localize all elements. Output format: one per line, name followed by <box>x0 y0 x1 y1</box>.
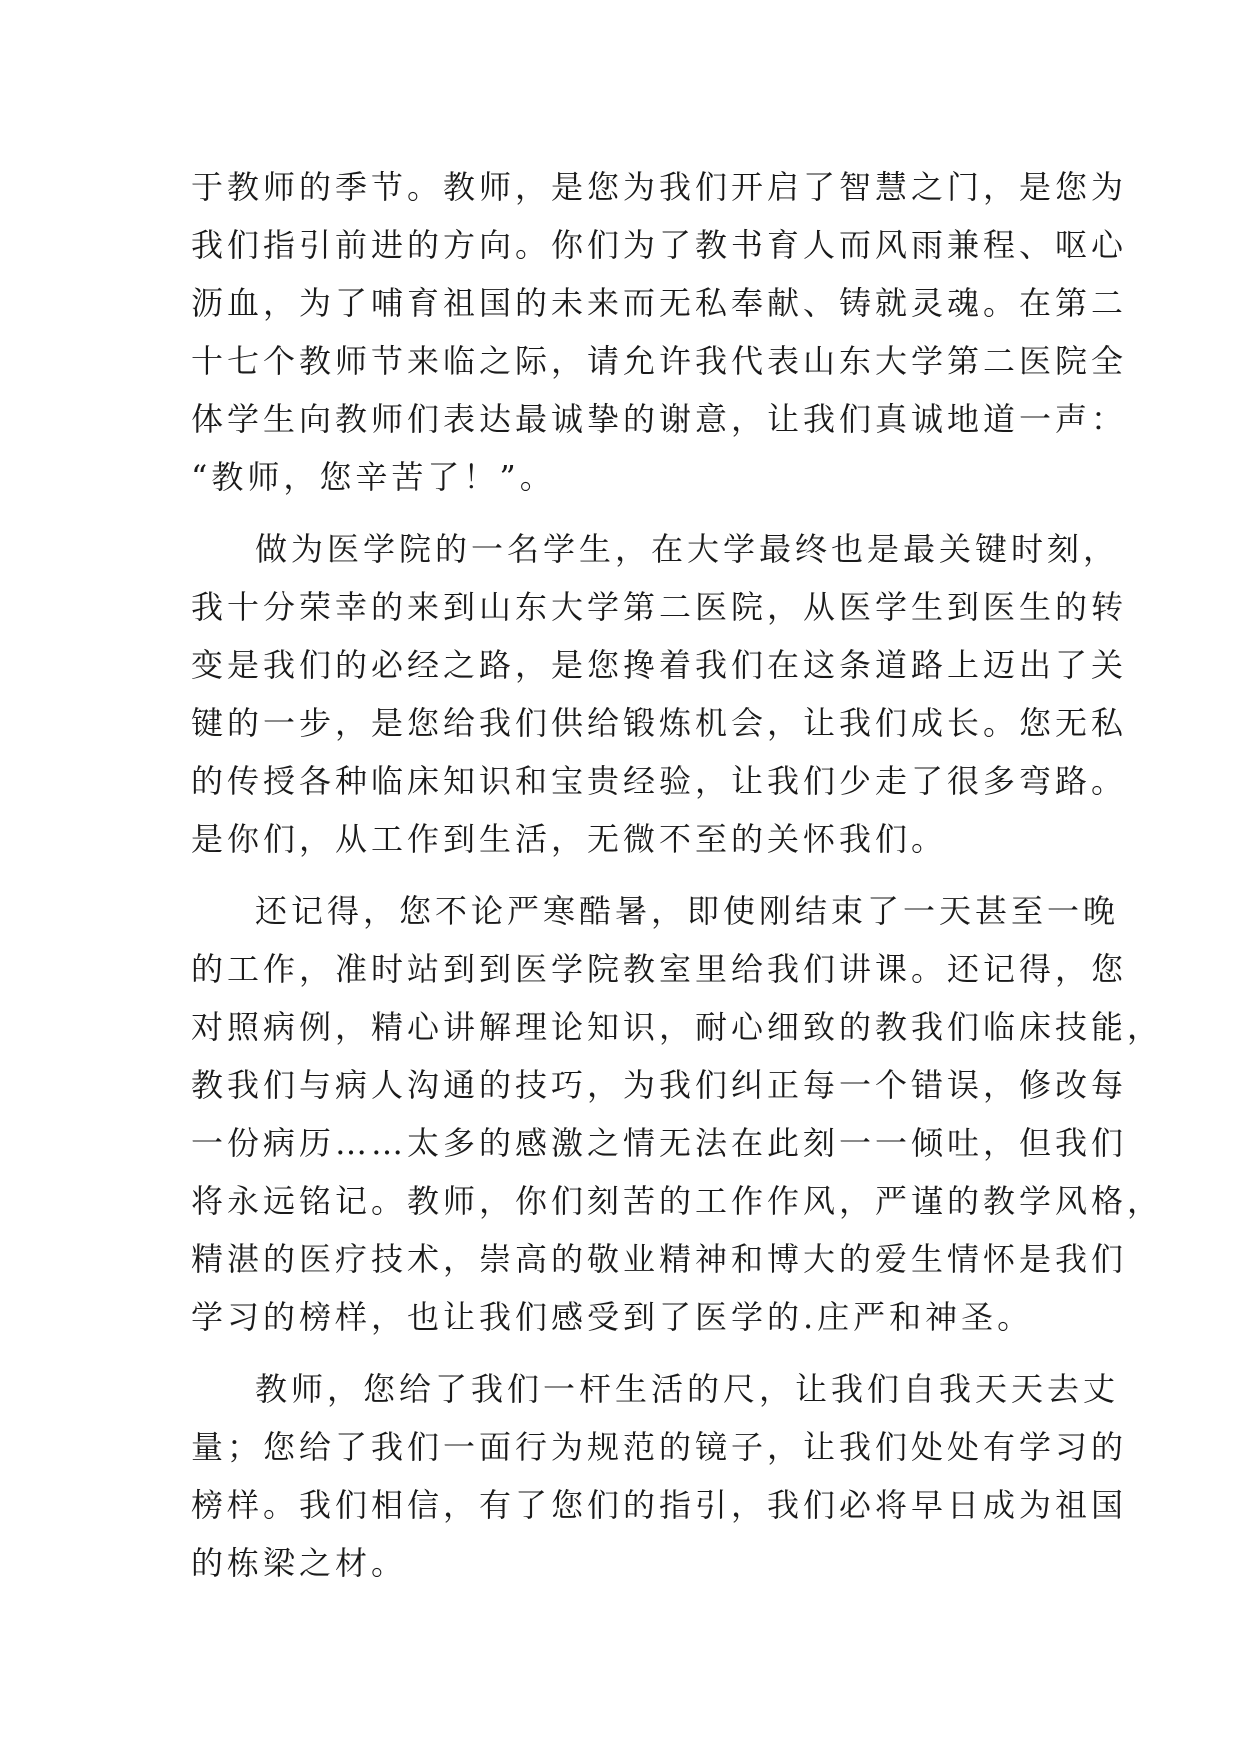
text-line: 我十分荣幸的来到山东大学第二医院，从医学生到医生的转 <box>191 588 1128 626</box>
text-line: 做为医学院的一名学生，在大学最终也是最关键时刻， <box>255 530 1120 568</box>
text-line: 十七个教师节来临之际，请允许我代表山东大学第二医院全 <box>191 342 1128 380</box>
text-line: 的栋梁之材。 <box>191 1544 408 1582</box>
text-line: 体学生向教师们表达最诚挚的谢意，让我们真诚地道一声： <box>191 400 1128 438</box>
text-line: 是你们，从工作到生活，无微不至的关怀我们。 <box>191 820 948 858</box>
paragraph-spacing <box>191 868 1051 882</box>
text-line: 精湛的医疗技术，崇高的敬业精神和博大的爱生情怀是我们 <box>191 1240 1128 1278</box>
text-line: 沥血，为了哺育祖国的未来而无私奉献、铸就灵魂。在第二 <box>191 284 1128 322</box>
text-line: 教我们与病人沟通的技巧，为我们纠正每一个错误，修改每 <box>191 1066 1128 1104</box>
text-line: 学习的榜样，也让我们感受到了医学的.庄严和神圣。 <box>191 1298 1034 1336</box>
text-line: 变是我们的必经之路，是您搀着我们在这条道路上迈出了关 <box>191 646 1128 684</box>
text-line: 一份病历……太多的感激之情无法在此刻一一倾吐，但我们 <box>191 1124 1128 1162</box>
text-line: 榜样。我们相信，有了您们的指引，我们必将早日成为祖国 <box>191 1486 1128 1524</box>
text-line: 还记得，您不论严寒酷暑，即使刚结束了一天甚至一晚 <box>255 892 1120 930</box>
text-line: 的传授各种临床知识和宝贵经验，让我们少走了很多弯路。 <box>191 762 1128 800</box>
paragraph <box>191 158 1128 506</box>
paragraph <box>191 882 1164 1346</box>
text-line: 教师，您给了我们一杆生活的尺，让我们自我天天去丈 <box>255 1370 1120 1408</box>
text-line: 的工作，准时站到到医学院教室里给我们讲课。还记得，您 <box>191 950 1128 988</box>
text-line: 将永远铭记。教师，你们刻苦的工作作风，严谨的教学风格， <box>191 1182 1164 1220</box>
text-line: 对照病例，精心讲解理论知识，耐心细致的教我们临床技能， <box>191 1008 1164 1046</box>
text-line: 量；您给了我们一面行为规范的镜子，让我们处处有学习的 <box>191 1428 1128 1466</box>
paragraph <box>191 1360 1128 1592</box>
text-line: 键的一步，是您给我们供给锻炼机会，让我们成长。您无私 <box>191 704 1128 742</box>
paragraph-spacing <box>191 1346 1051 1360</box>
paragraph <box>191 520 1128 868</box>
text-line: 于教师的季节。教师，是您为我们开启了智慧之门，是您为 <box>191 168 1128 206</box>
text-line: 我们指引前进的方向。你们为了教书育人而风雨兼程、呕心 <box>191 226 1128 264</box>
paragraph-spacing <box>191 506 1051 520</box>
text-line: “教师，您辛苦了！”。 <box>191 458 556 496</box>
document-body <box>191 158 1164 1592</box>
